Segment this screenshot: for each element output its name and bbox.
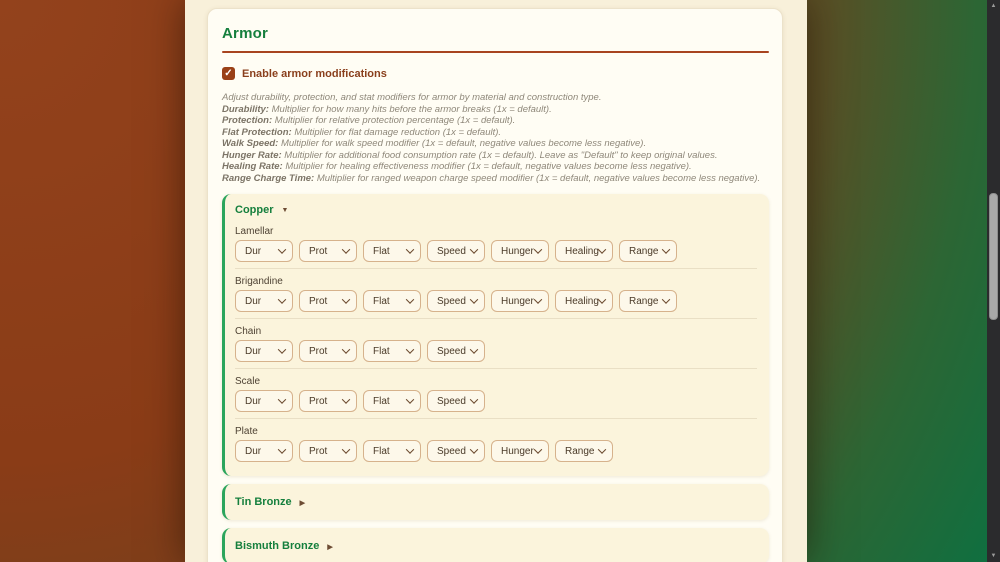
chevron-down-icon: [406, 445, 414, 453]
material-sections: [222, 194, 769, 562]
material-section-bismuth-bronze: [222, 528, 769, 562]
stat-select-value: Range: [629, 295, 659, 307]
chevron-down-icon: [534, 245, 542, 253]
stat-select-dur[interactable]: [235, 240, 293, 262]
armor-type-label: Lamellar: [235, 226, 274, 237]
stat-select-value: Flat: [373, 445, 390, 457]
stat-select-value: Dur: [245, 445, 262, 457]
scroll-up-icon[interactable]: ▲: [990, 3, 997, 9]
page-title: Armor: [222, 25, 269, 42]
stat-select-dur[interactable]: [235, 340, 293, 362]
description-line: Healing Rate: Multiplier for healing effectiveness modifier (1x = default, negative values become less negative).: [222, 161, 692, 172]
stat-select-value: Prot: [309, 245, 328, 257]
stat-select-speed[interactable]: [427, 390, 485, 412]
stat-select-group: [235, 340, 757, 362]
description-term: Durability:: [222, 103, 272, 115]
section-header-copper[interactable]: [235, 204, 757, 216]
armor-type-label: Plate: [235, 426, 258, 437]
armor-type-row-plate: [235, 418, 757, 468]
stat-select-value: Flat: [373, 395, 390, 407]
stat-select-value: Healing: [565, 245, 599, 257]
stat-select-hunger[interactable]: [491, 240, 549, 262]
description-term: Protection:: [222, 115, 275, 126]
chevron-down-icon: [342, 295, 350, 303]
stat-select-value: Dur: [245, 245, 262, 257]
stat-select-value: Healing: [565, 295, 599, 307]
stat-select-group: [235, 440, 757, 462]
armor-type-row-chain: [235, 318, 757, 368]
chevron-down-icon: [342, 395, 350, 403]
title-underline: [222, 51, 769, 53]
scrollbar-thumb[interactable]: [989, 193, 998, 320]
chevron-down-icon: [406, 295, 414, 303]
stat-select-value: Prot: [309, 445, 328, 457]
stat-select-healing[interactable]: [555, 290, 613, 312]
section-title: Tin Bronze: [235, 496, 292, 508]
stat-select-value: Prot: [309, 345, 328, 357]
description-line: Flat Protection: Multiplier for flat damage reduction (1x = default).: [222, 126, 502, 138]
description-term: Healing Rate:: [222, 161, 286, 172]
stat-select-dur[interactable]: [235, 390, 293, 412]
armor-settings-card: [207, 8, 783, 562]
chevron-down-icon: [470, 395, 478, 403]
chevron-down-icon: [662, 295, 670, 303]
stat-select-value: Dur: [245, 395, 262, 407]
enable-armor-label: Enable armor modifications: [242, 67, 387, 80]
description-line: Walk Speed: Multiplier for walk speed modifier (1x = default, negative values become less negative).: [222, 138, 647, 149]
chevron-down-icon: [342, 445, 350, 453]
chevron-down-icon: [534, 445, 542, 453]
chevron-down-icon: [406, 245, 414, 253]
stat-select-value: Prot: [309, 395, 328, 407]
stat-select-group: [235, 290, 757, 312]
stat-select-speed[interactable]: [427, 240, 485, 262]
description-line: Protection: Multiplier for relative protection percentage (1x = default).: [222, 115, 516, 126]
chevron-collapsed-icon: ▶: [299, 499, 306, 507]
enable-armor-row: [222, 67, 769, 80]
content-column: [185, 0, 807, 562]
chevron-down-icon: [534, 295, 542, 303]
stat-select-range[interactable]: [619, 290, 677, 312]
stat-select-value: Range: [629, 245, 659, 257]
stat-select-hunger[interactable]: [491, 290, 549, 312]
material-section-tin-bronze: [222, 484, 769, 520]
description-line: Durability: Multiplier for how many hits before the armor breaks (1x = default).: [222, 103, 552, 115]
stat-select-prot[interactable]: [299, 390, 357, 412]
stat-select-range[interactable]: [555, 440, 613, 462]
chevron-down-icon: [278, 445, 286, 453]
chevron-down-icon: [598, 445, 606, 453]
stat-select-value: Speed: [437, 395, 466, 407]
section-header-bismuth-bronze[interactable]: [235, 540, 333, 552]
armor-type-row-lamellar: [235, 217, 757, 268]
armor-type-label: Scale: [235, 376, 261, 387]
armor-type-label: Brigandine: [235, 276, 283, 287]
chevron-down-icon: [470, 445, 478, 453]
description-term: Walk Speed:: [222, 138, 281, 149]
chevron-down-icon: [662, 245, 670, 253]
stat-select-group: [235, 390, 757, 412]
chevron-down-icon: [278, 345, 286, 353]
stat-select-flat[interactable]: [363, 390, 421, 412]
description-term: Hunger Rate:: [222, 149, 285, 161]
stat-select-speed[interactable]: [427, 340, 485, 362]
stat-select-speed[interactable]: [427, 440, 485, 462]
description-line: Adjust durability, protection, and stat modifiers for armor by material and construction type.: [222, 92, 602, 103]
stat-select-prot[interactable]: [299, 340, 357, 362]
stat-select-value: Hunger: [501, 245, 534, 257]
stat-select-hunger[interactable]: [491, 440, 549, 462]
stat-select-value: Flat: [373, 245, 390, 257]
stat-select-value: Speed: [437, 295, 466, 307]
scroll-down-icon[interactable]: ▼: [990, 553, 997, 559]
chevron-down-icon: [342, 345, 350, 353]
armor-type-row-brigandine: [235, 268, 757, 318]
stat-select-range[interactable]: [619, 240, 677, 262]
chevron-down-icon: [470, 295, 478, 303]
chevron-down-icon: [470, 345, 478, 353]
stat-select-flat[interactable]: [363, 440, 421, 462]
stat-select-value: Dur: [245, 295, 262, 307]
description-line: Hunger Rate: Multiplier for additional food consumption rate (1x = default). Leave as "Default" to keep original values.: [222, 149, 718, 161]
stat-select-flat[interactable]: [363, 240, 421, 262]
chevron-down-icon: [406, 395, 414, 403]
stat-select-value: Flat: [373, 345, 390, 357]
chevron-down-icon: [278, 295, 286, 303]
chevron-down-icon: [598, 245, 606, 253]
stat-select-speed[interactable]: [427, 290, 485, 312]
chevron-expanded-icon: ▼: [281, 207, 289, 214]
stat-select-prot[interactable]: [299, 440, 357, 462]
stat-select-prot[interactable]: [299, 240, 357, 262]
stat-select-dur[interactable]: [235, 290, 293, 312]
stat-select-healing[interactable]: [555, 240, 613, 262]
section-header-tin-bronze[interactable]: [235, 496, 305, 508]
description-block: [222, 92, 769, 184]
enable-armor-checkbox[interactable]: ✓: [222, 67, 235, 80]
chevron-down-icon: [598, 295, 606, 303]
chevron-down-icon: [342, 245, 350, 253]
chevron-down-icon: [278, 395, 286, 403]
stat-select-prot[interactable]: [299, 290, 357, 312]
description-term: Range Charge Time:: [222, 172, 317, 184]
stat-select-value: Range: [565, 445, 595, 457]
stat-select-value: Speed: [437, 345, 466, 357]
stat-select-flat[interactable]: [363, 340, 421, 362]
chevron-down-icon: [278, 245, 286, 253]
section-title: Copper: [235, 204, 274, 216]
stat-select-dur[interactable]: [235, 440, 293, 462]
chevron-down-icon: [406, 345, 414, 353]
armor-type-row-scale: [235, 368, 757, 418]
stat-select-value: Speed: [437, 445, 466, 457]
stat-select-flat[interactable]: [363, 290, 421, 312]
scrollbar[interactable]: [987, 0, 1000, 562]
stat-select-value: Speed: [437, 245, 466, 257]
stat-select-value: Flat: [373, 295, 390, 307]
section-title: Bismuth Bronze: [235, 540, 320, 552]
armor-type-rows: [235, 217, 757, 468]
stat-select-value: Dur: [245, 345, 262, 357]
chevron-down-icon: [470, 245, 478, 253]
stat-select-value: Prot: [309, 295, 328, 307]
stat-select-group: [235, 240, 757, 262]
stat-select-value: Hunger: [501, 295, 534, 307]
description-term: Flat Protection:: [222, 126, 295, 138]
description-line: Range Charge Time: Multiplier for ranged weapon charge speed modifier (1x = default, negative values become less negative).: [222, 172, 761, 184]
material-section-copper: [222, 194, 769, 476]
chevron-collapsed-icon: ▶: [327, 543, 333, 551]
stat-select-value: Hunger: [501, 445, 534, 457]
armor-type-label: Chain: [235, 326, 262, 337]
